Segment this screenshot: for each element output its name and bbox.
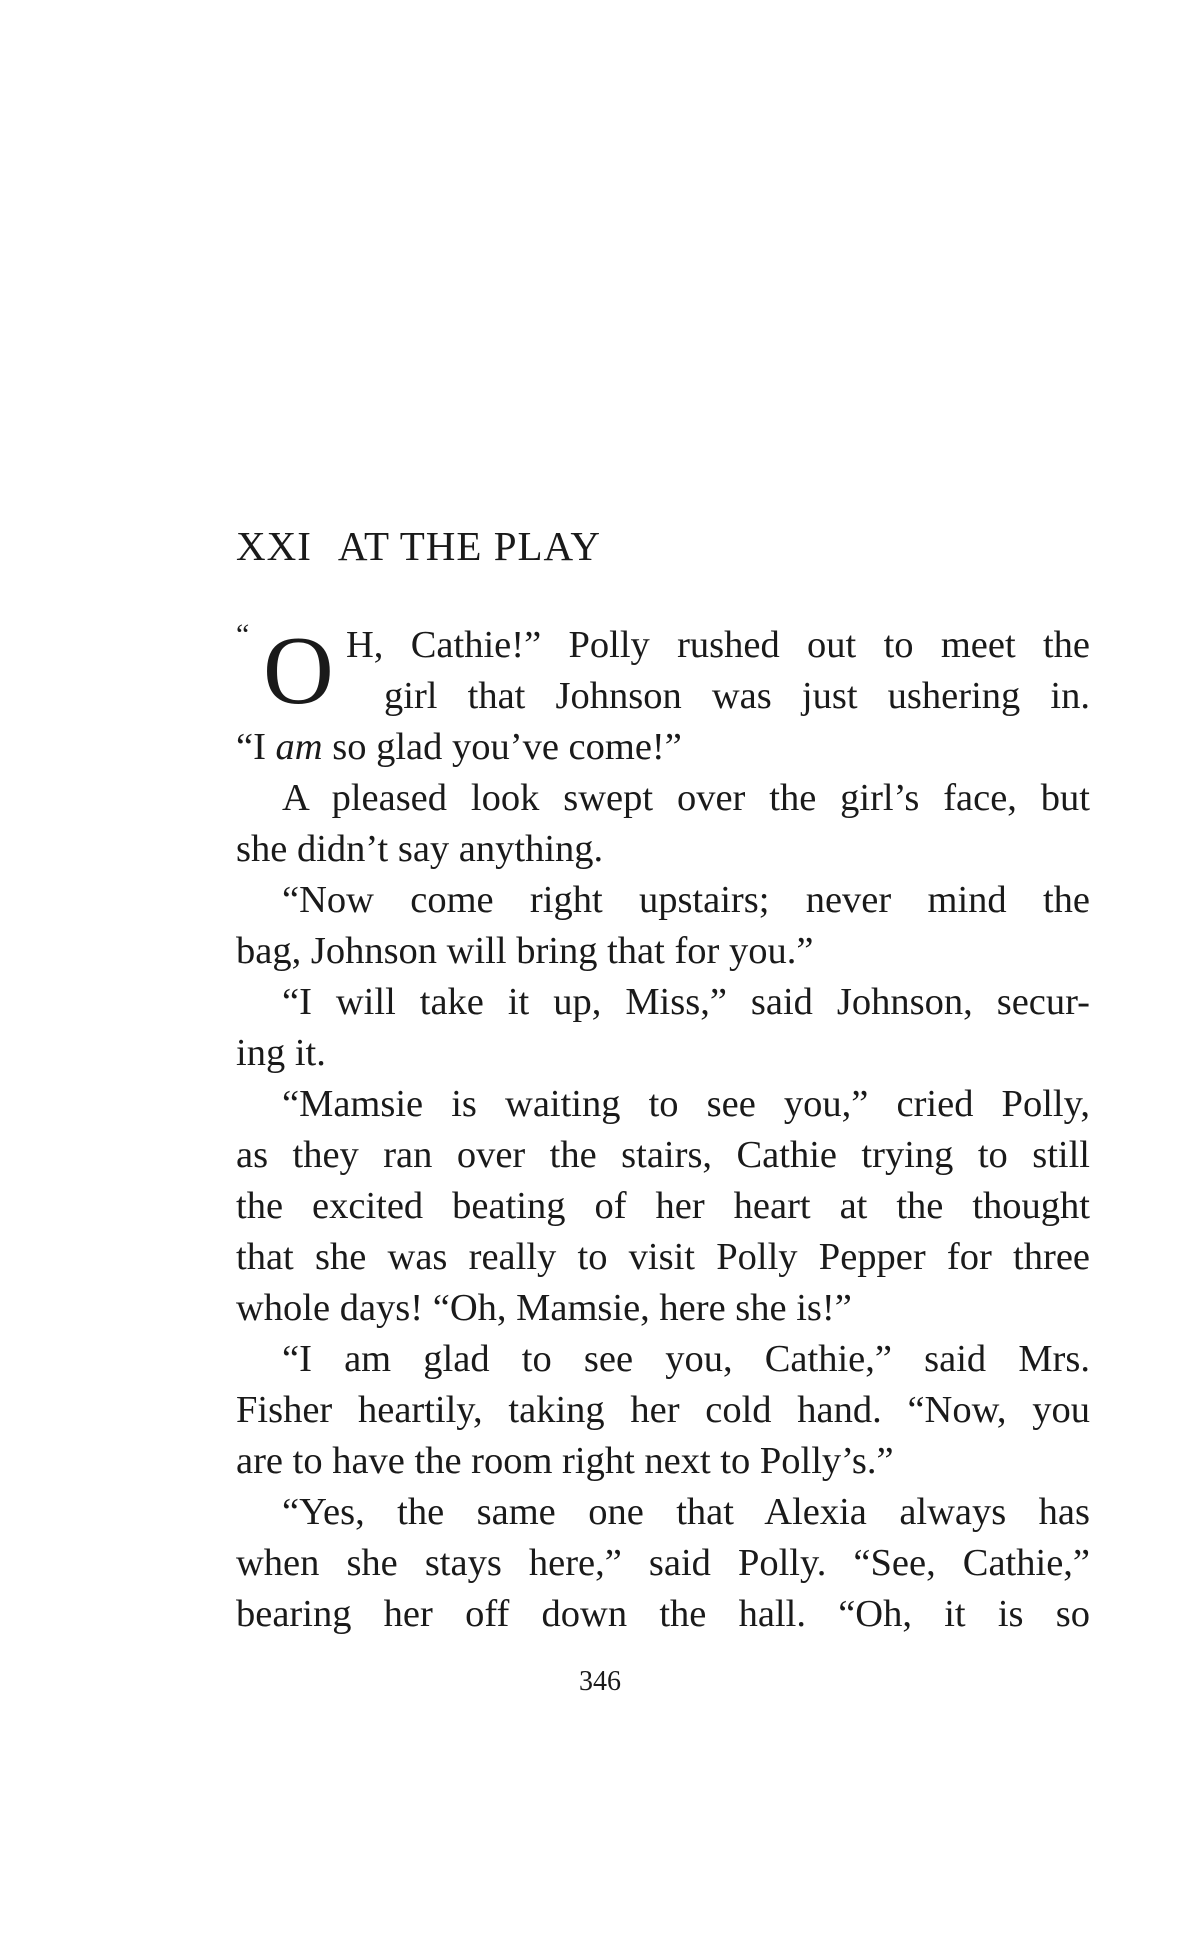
text-span: “I xyxy=(236,726,276,768)
text-line: that she was really to visit Polly Pepper for three xyxy=(236,1236,1090,1278)
text-line: “Yes, the same one that Alexia always has xyxy=(282,1491,1090,1533)
italic-span: am xyxy=(275,726,323,768)
opening-line-2: girl that Johnson was just ushering in. xyxy=(384,675,1090,717)
chapter-heading xyxy=(236,522,601,570)
text-line: bag, Johnson will bring that for you.” xyxy=(236,930,814,972)
text-line: ing it. xyxy=(236,1032,326,1074)
chapter-title: AT THE PLAY xyxy=(337,523,602,569)
text-line: as they ran over the stairs, Cathie trying to still xyxy=(236,1134,1090,1176)
opening-line-1: H, Cathie!” Polly rushed out to meet the xyxy=(346,624,1090,666)
text-line: when she stays here,” said Polly. “See, Cathie,” xyxy=(236,1542,1090,1584)
drop-cap: O xyxy=(263,617,334,725)
text-line: bearing her off down the hall. “Oh, it is so xyxy=(236,1593,1090,1635)
text-line: “I will take it up, Miss,” said Johnson, secur- xyxy=(282,981,1090,1023)
text-line: “Mamsie is waiting to see you,” cried Polly, xyxy=(282,1083,1090,1125)
text-line: are to have the room right next to Polly’s.” xyxy=(236,1440,894,1482)
chapter-number: XXI xyxy=(236,523,312,569)
text-line xyxy=(236,671,1090,722)
text-line: “Now come right upstairs; never mind the xyxy=(282,879,1090,921)
text-span: so glad you’ve come!” xyxy=(322,726,682,768)
opening-quote: “ xyxy=(236,618,250,651)
page-number: 346 xyxy=(579,1666,621,1697)
text-line: Fisher heartily, taking her cold hand. “Now, you xyxy=(236,1389,1090,1431)
text-line xyxy=(236,722,1090,773)
text-line: A pleased look swept over the girl’s face, but xyxy=(282,777,1090,819)
text-line: “I am glad to see you, Cathie,” said Mrs. xyxy=(282,1338,1090,1380)
body-text xyxy=(236,617,1090,1640)
text-line: whole days! “Oh, Mamsie, here she is!” xyxy=(236,1287,852,1329)
text-line: she didn’t say anything. xyxy=(236,828,604,870)
text-line: the excited beating of her heart at the thought xyxy=(236,1185,1090,1227)
